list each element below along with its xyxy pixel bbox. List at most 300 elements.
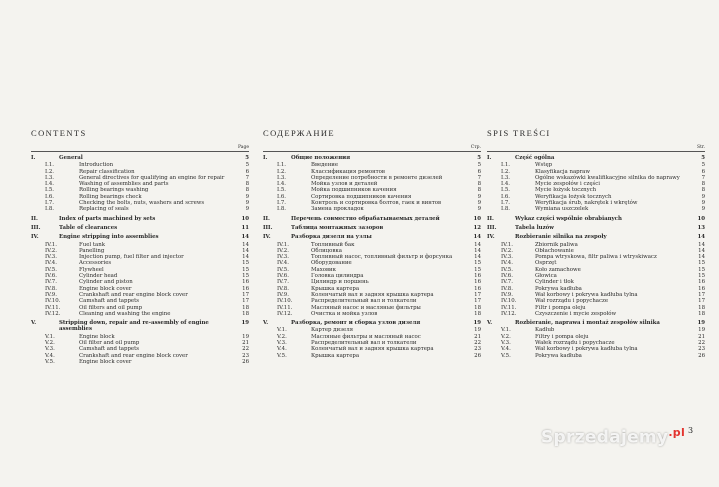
entry-number: V.5. — [501, 352, 511, 359]
entry-page: 14 — [698, 247, 705, 254]
entry-title: Oil filter and oil pump — [79, 340, 140, 347]
toc-chapter — [487, 225, 705, 231]
entry-number: I.5. — [501, 187, 510, 194]
entry-title: Общие положения — [291, 155, 351, 161]
entry-number: I.7. — [277, 200, 286, 207]
entry-title: Распределительный вал и толкатели — [311, 340, 417, 347]
entry-number: IV.3. — [501, 254, 513, 261]
toc-chapter — [263, 234, 481, 240]
entry-number: V.1. — [277, 327, 287, 334]
watermark-suffix: .pl — [668, 426, 686, 439]
toc-heading: CONTENTS — [31, 128, 87, 138]
entry-title: Weryfikacja śrub, nakrętek i wkrętów — [535, 200, 638, 207]
entry-number: V.3. — [277, 340, 287, 347]
entry-title: Engine stripping into assemblies — [59, 234, 159, 241]
entry-number: III. — [31, 224, 41, 231]
entry-title: Filtr i pompa oleju — [535, 304, 586, 311]
entry-title: Pompa wtryskowa, filtr paliwa i wtryskiwacz — [535, 254, 657, 261]
entry-title: Rozbieranie silnika na zespoły — [515, 234, 607, 241]
entry-title: Коленчатый вал и задняя крышка картера — [311, 346, 434, 353]
entry-page: 9 — [477, 200, 481, 207]
entry-number: V. — [263, 320, 269, 327]
entry-number: IV. — [31, 234, 39, 241]
entry-page: 22 — [698, 340, 705, 347]
entry-number: IV.4. — [501, 260, 513, 267]
entry-page: 16 — [698, 279, 705, 286]
entry-page: 18 — [242, 310, 249, 317]
entry-page: 18 — [242, 304, 249, 311]
entry-number: IV.8. — [45, 285, 57, 292]
entry-title: Repair classification — [79, 168, 135, 175]
entry-title: Pokrywa kadłuba — [535, 285, 582, 292]
entry-title: Część ogólna — [515, 155, 555, 161]
entry-number: IV.5. — [45, 266, 57, 273]
entry-page: 8 — [477, 181, 481, 188]
entry-page: 9 — [701, 206, 705, 213]
entry-page: 16 — [474, 279, 481, 286]
entry-title: Washing of assemblies and parts — [79, 181, 169, 188]
entry-title: Stripping down, repair and re-assembly of engine assemblies — [59, 320, 209, 333]
entry-number: V.4. — [45, 352, 55, 359]
entry-title: Oil filters and oil pump — [79, 304, 143, 311]
entry-title: Коленчатый вал и задняя крышка картера — [311, 291, 434, 298]
entry-title: Топливный насос, топливный фильтр и форсунка — [311, 254, 453, 261]
entry-page: 19 — [473, 320, 481, 327]
entry-title: Контроль и сортировка болтов, гаек и винтов — [311, 200, 442, 207]
entry-title: Крышка картера — [311, 352, 360, 359]
entry-title: Классификация ремонтов — [311, 168, 385, 175]
entry-page: 16 — [474, 273, 481, 280]
entry-number: IV.7. — [501, 279, 513, 286]
toc-entry — [263, 353, 481, 359]
entry-title: Wałek rozrządu i popychacze — [535, 340, 615, 347]
entry-page: 15 — [242, 260, 249, 267]
header-rule — [487, 151, 705, 152]
entry-page: 14 — [474, 247, 481, 254]
entry-title: Облицовка — [311, 247, 343, 254]
entry-page: 14 — [242, 247, 249, 254]
entry-number: I.8. — [277, 206, 286, 213]
entry-page: 22 — [474, 340, 481, 347]
entry-title: Rozbieranie, naprawa i montaż zespołów silnika — [515, 320, 660, 327]
entry-number: V.5. — [45, 358, 55, 365]
entry-title: Ogólne wskazówki kwalifikacyjne silnika do naprawy — [535, 174, 680, 181]
page-column-label: Page — [237, 145, 249, 150]
watermark-logo — [541, 426, 685, 448]
watermark-text: Sprzedajemy — [541, 427, 669, 448]
entry-page: 17 — [474, 298, 481, 305]
entry-number: IV.6. — [277, 273, 289, 280]
entry-page: 19 — [241, 320, 249, 327]
entry-page: 18 — [474, 304, 481, 311]
header-rule — [263, 151, 481, 152]
page-number: 3 — [688, 426, 694, 435]
entry-number: I. — [487, 155, 492, 161]
entry-page: 15 — [698, 273, 705, 280]
entry-page: 6 — [245, 168, 249, 175]
entry-title: Engine block cover — [79, 358, 132, 365]
entry-number: II. — [31, 215, 38, 222]
entry-title: Cleaning and washing the engine — [79, 310, 171, 317]
entry-number: IV.11. — [501, 304, 517, 311]
entry-page: 15 — [698, 266, 705, 273]
entry-number: IV.9. — [501, 291, 513, 298]
entry-number: I.1. — [501, 162, 510, 169]
entry-number: IV. — [263, 234, 271, 241]
entry-title: Масляные фильтры и масляный насос — [311, 333, 421, 340]
entry-number: V.4. — [277, 346, 287, 353]
entry-title: Wymiana uszczelek — [535, 206, 589, 213]
entry-number: IV.7. — [45, 279, 57, 286]
entry-page: 5 — [701, 162, 705, 169]
toc-heading: SPIS TREŚCI — [487, 128, 551, 138]
entry-page: 15 — [242, 266, 249, 273]
page-column-label: Str. — [697, 145, 705, 150]
entry-number: IV.10. — [277, 298, 293, 305]
entry-title: Wał rozrządu i popychacze — [535, 298, 609, 305]
entry-page: 21 — [474, 333, 481, 340]
toc-column-english — [31, 128, 249, 365]
toc-chapter — [487, 155, 705, 161]
toc-entry — [31, 359, 249, 365]
entry-number: IV.1. — [501, 241, 513, 248]
entry-page: 14 — [698, 254, 705, 261]
toc-entry — [487, 206, 705, 212]
entry-page: 9 — [245, 193, 249, 200]
entry-number: I.7. — [45, 200, 54, 207]
entry-page: 19 — [474, 327, 481, 334]
entry-title: Koło zamachowe — [535, 266, 581, 273]
entry-title: Pokrywa kadłuba — [535, 352, 582, 359]
toc-entry — [263, 311, 481, 317]
entry-title: General directives for qualifying an engine for repair — [79, 174, 225, 181]
entry-title: Table of clearances — [59, 224, 118, 231]
entry-number: II. — [487, 215, 494, 222]
entry-page: 10 — [697, 215, 705, 222]
entry-title: Головка цилиндра — [311, 273, 364, 280]
entry-page: 10 — [473, 215, 481, 222]
entry-title: Картер дизеля — [311, 327, 354, 334]
toc-chapter — [31, 225, 249, 231]
entry-title: Tabela luzów — [515, 224, 554, 231]
entry-title: Mycie łożysk tocznych — [535, 187, 597, 194]
entry-number: I.7. — [501, 200, 510, 207]
entry-number: V. — [487, 320, 493, 327]
entry-page: 16 — [698, 285, 705, 292]
entry-title: Weryfikacja łożysk tocznych — [535, 193, 612, 200]
entry-title: Перечень совместно обрабатываемых деталей — [291, 215, 440, 222]
toc-chapter — [263, 225, 481, 231]
entry-title: Топливный бак — [311, 241, 355, 248]
entry-page: 5 — [701, 155, 705, 161]
entry-page: 6 — [701, 168, 705, 175]
entry-number: I.2. — [277, 168, 286, 175]
toc-chapter — [31, 234, 249, 240]
entry-title: Мойка подшипников качения — [311, 187, 397, 194]
entry-number: IV.5. — [277, 266, 289, 273]
entry-number: IV.5. — [501, 266, 513, 273]
entry-page: 9 — [701, 193, 705, 200]
entry-title: Мойка узлов и деталей — [311, 181, 378, 188]
entry-number: IV.9. — [277, 291, 289, 298]
entry-page: 23 — [698, 346, 705, 353]
toc-chapter — [263, 155, 481, 161]
entry-page: 16 — [474, 285, 481, 292]
entry-page: 8 — [701, 181, 705, 188]
entry-page: 8 — [701, 187, 705, 194]
page-column-label: Стр. — [470, 145, 481, 150]
toc-chapter — [263, 216, 481, 222]
entry-page: 15 — [698, 260, 705, 267]
entry-number: I.3. — [45, 174, 54, 181]
entry-page: 26 — [698, 352, 705, 359]
entry-number: IV.7. — [277, 279, 289, 286]
entry-number: I.4. — [45, 181, 54, 188]
entry-title: Mycie zespołów i części — [535, 181, 601, 188]
entry-number: I.3. — [277, 174, 286, 181]
entry-page: 5 — [477, 162, 481, 169]
entry-page: 15 — [474, 266, 481, 273]
entry-title: Panelling — [79, 247, 105, 254]
entry-number: I.8. — [45, 206, 54, 213]
entry-number: I.2. — [45, 168, 54, 175]
entry-number: V.4. — [501, 346, 511, 353]
entry-number: II. — [263, 215, 270, 222]
entry-number: I.6. — [501, 193, 510, 200]
entry-number: V.1. — [45, 333, 55, 340]
entry-number: IV.9. — [45, 291, 57, 298]
entry-page: 14 — [241, 234, 249, 241]
entry-title: Engine block cover — [79, 285, 132, 292]
toc-chapter — [487, 320, 705, 326]
entry-title: Accessories — [79, 260, 112, 267]
entry-number: IV.8. — [501, 285, 513, 292]
entry-page: 8 — [245, 181, 249, 188]
entry-number: V.5. — [277, 352, 287, 359]
entry-title: Wykaz części wspólnie obrabianych — [515, 215, 622, 222]
entry-title: Crankshaft and rear engine block cover — [79, 352, 188, 359]
entry-number: I.5. — [277, 187, 286, 194]
toc-chapter — [31, 320, 249, 333]
entry-page: 14 — [242, 254, 249, 261]
entry-number: IV.2. — [277, 247, 289, 254]
entry-title: Масляный насос и масляные фильтры — [311, 304, 421, 311]
entry-title: Wstęp — [535, 162, 553, 169]
entry-title: Filtry i pompa oleju — [535, 333, 589, 340]
entry-page: 5 — [245, 155, 249, 161]
entry-number: V. — [31, 320, 37, 327]
toc-entry — [487, 311, 705, 317]
entry-title: Сортировка подшипников качения — [311, 193, 412, 200]
entry-number: I.4. — [501, 181, 510, 188]
entry-number: V.2. — [501, 333, 511, 340]
toc-chapter — [487, 234, 705, 240]
entry-number: IV.11. — [277, 304, 293, 311]
entry-page: 19 — [242, 333, 249, 340]
entry-page: 11 — [241, 224, 249, 231]
entry-page: 21 — [242, 340, 249, 347]
entry-page: 17 — [242, 298, 249, 305]
entry-title: Index of parts machined by sets — [59, 215, 156, 222]
entry-title: Replacing of seals — [79, 206, 129, 213]
entry-page: 7 — [701, 174, 705, 181]
entry-title: Camshaft and tappets — [79, 346, 140, 353]
entry-number: IV.10. — [45, 298, 61, 305]
entry-title: Camshaft and tappets — [79, 298, 140, 305]
entry-page: 14 — [698, 241, 705, 248]
entry-title: General — [59, 155, 83, 161]
entry-page: 18 — [698, 304, 705, 311]
entry-title: Osprzęt — [535, 260, 557, 267]
entry-page: 7 — [477, 174, 481, 181]
entry-number: I. — [31, 155, 36, 161]
entry-page: 16 — [242, 285, 249, 292]
entry-number: III. — [487, 224, 497, 231]
entry-page: 9 — [245, 200, 249, 207]
entry-page: 8 — [245, 187, 249, 194]
entry-page: 14 — [474, 241, 481, 248]
entry-title: Zbiornik paliwa — [535, 241, 578, 248]
entry-number: V.1. — [501, 327, 511, 334]
entry-number: I.2. — [501, 168, 510, 175]
entry-number: IV.12. — [501, 310, 517, 317]
entry-page: 9 — [477, 206, 481, 213]
toc-chapter — [31, 155, 249, 161]
entry-number: IV.12. — [277, 310, 293, 317]
toc-column-russian — [263, 128, 481, 359]
entry-number: IV.2. — [501, 247, 513, 254]
entry-page: 26 — [242, 358, 249, 365]
entry-title: Klasyfikacja napraw — [535, 168, 591, 175]
entry-page: 17 — [474, 291, 481, 298]
entry-title: Kadłub — [535, 327, 555, 334]
entry-page: 17 — [698, 298, 705, 305]
entry-number: IV.3. — [45, 254, 57, 261]
entry-number: I.1. — [277, 162, 286, 169]
entry-page: 19 — [698, 327, 705, 334]
toc-column-polish — [487, 128, 705, 359]
entry-page: 12 — [473, 224, 481, 231]
toc-entry — [31, 311, 249, 317]
entry-page: 5 — [477, 155, 481, 161]
toc-entry — [487, 353, 705, 359]
toc-chapter — [263, 320, 481, 326]
entry-page: 7 — [245, 174, 249, 181]
entry-number: I.5. — [45, 187, 54, 194]
entry-title: Engine block — [79, 333, 115, 340]
entry-number: V.3. — [45, 346, 55, 353]
entry-title: Цилиндр и поршень — [311, 279, 369, 286]
entry-title: Распределительный вал и толкатели — [311, 298, 417, 305]
toc-chapter — [487, 216, 705, 222]
entry-page: 17 — [698, 291, 705, 298]
entry-page: 15 — [242, 273, 249, 280]
toc-chapter — [31, 216, 249, 222]
entry-page: 23 — [242, 352, 249, 359]
entry-title: Таблица монтажных зазоров — [291, 224, 384, 231]
entry-page: 17 — [242, 291, 249, 298]
header-rule — [31, 151, 249, 152]
entry-page: 23 — [474, 346, 481, 353]
entry-title: Cylinder i tłok — [535, 279, 574, 286]
entry-page: 9 — [701, 200, 705, 207]
entry-title: Rolling bearings washing — [79, 187, 149, 194]
entry-number: I.3. — [501, 174, 510, 181]
entry-page: 26 — [474, 352, 481, 359]
entry-page: 16 — [242, 279, 249, 286]
toc-heading: СОДЕРЖАНИЕ — [263, 128, 336, 138]
entry-title: Flywheel — [79, 266, 104, 273]
entry-page: 15 — [474, 260, 481, 267]
entry-title: Rolling bearings check — [79, 193, 142, 200]
entry-number: V.2. — [277, 333, 287, 340]
entry-page: 14 — [697, 234, 705, 241]
entry-title: Оборудование — [311, 260, 352, 267]
entry-page: 14 — [473, 234, 481, 241]
entry-title: Cylinder and piston — [79, 279, 133, 286]
entry-page: 10 — [241, 215, 249, 222]
entry-number: IV.2. — [45, 247, 57, 254]
entry-title: Cylinder head — [79, 273, 118, 280]
entry-number: IV.6. — [45, 273, 57, 280]
entry-number: IV.6. — [501, 273, 513, 280]
entry-title: Wał korbowy i pokrywa kadłuba tylna — [535, 346, 638, 353]
entry-title: Маховик — [311, 266, 337, 273]
entry-number: IV.1. — [45, 241, 57, 248]
entry-page: 18 — [698, 310, 705, 317]
entry-number: V.2. — [45, 340, 55, 347]
entry-number: IV.12. — [45, 310, 61, 317]
entry-title: Głowica — [535, 273, 557, 280]
entry-number: IV.4. — [277, 260, 289, 267]
entry-number: V.3. — [501, 340, 511, 347]
entry-number: IV.11. — [45, 304, 61, 311]
entry-title: Czyszczenie i mycie zespołów — [535, 310, 617, 317]
entry-number: I.6. — [277, 193, 286, 200]
entry-title: Crankshaft and rear engine block cover — [79, 291, 188, 298]
entry-title: Fuel tank — [79, 241, 105, 248]
entry-number: III. — [263, 224, 273, 231]
entry-title: Wał korbowy i pokrywa kadłuba tylna — [535, 291, 638, 298]
entry-title: Определение потребности в ремонте дизелей — [311, 174, 443, 181]
entry-title: Разборка дизеля на узлы — [291, 234, 372, 241]
entry-title: Крышка картера — [311, 285, 360, 292]
entry-title: Введение — [311, 162, 339, 169]
entry-title: Introduction — [79, 162, 114, 169]
entry-title: Разборка, ремонт и сборка узлов дизеля — [291, 320, 421, 327]
entry-number: I.8. — [501, 206, 510, 213]
entry-page: 5 — [245, 162, 249, 169]
entry-title: Checking the bolts, nuts, washers and screws — [79, 200, 205, 207]
entry-title: Замена прокладок — [311, 206, 364, 213]
toc-entry — [31, 206, 249, 212]
entry-number: IV.3. — [277, 254, 289, 261]
entry-page: 19 — [697, 320, 705, 327]
entry-number: IV.10. — [501, 298, 517, 305]
entry-title: Injection pump, fuel filter and injector — [79, 254, 184, 261]
entry-page: 8 — [477, 187, 481, 194]
entry-page: 14 — [474, 254, 481, 261]
entry-page: 22 — [242, 346, 249, 353]
entry-number: I.4. — [277, 181, 286, 188]
entry-title: Obłachowanie — [535, 247, 574, 254]
entry-page: 21 — [698, 333, 705, 340]
entry-page: 9 — [477, 193, 481, 200]
entry-number: I. — [263, 155, 268, 161]
entry-page: 9 — [245, 206, 249, 213]
entry-number: I.1. — [45, 162, 54, 169]
entry-number: IV.8. — [277, 285, 289, 292]
